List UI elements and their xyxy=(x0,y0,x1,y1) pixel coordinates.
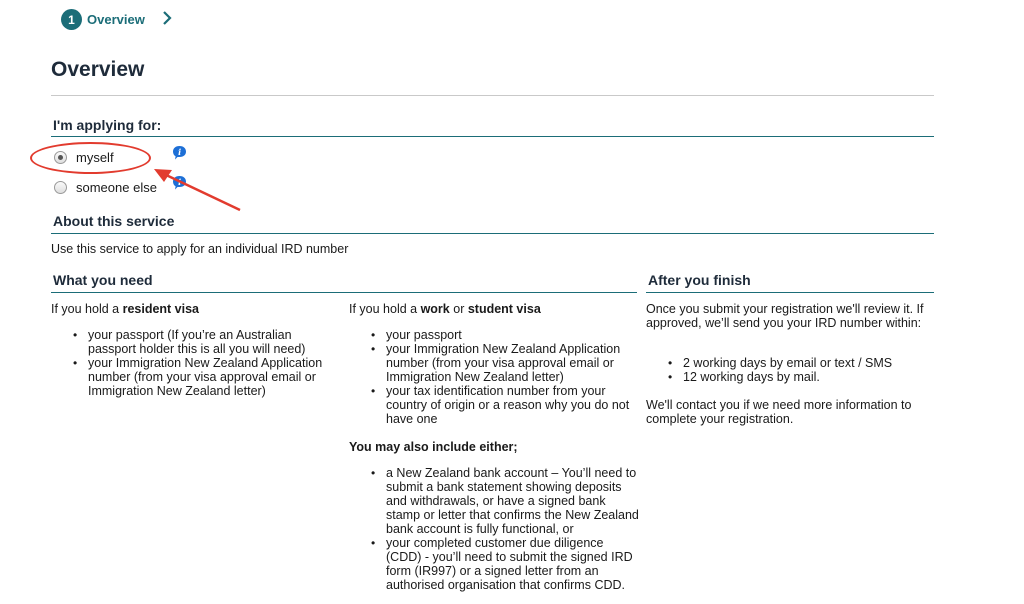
step-number-badge: 1 xyxy=(61,9,82,30)
annotation-arrow-icon xyxy=(150,166,245,216)
after-finish-divider xyxy=(646,292,934,293)
applying-divider xyxy=(51,136,934,137)
highlight-oval-annotation xyxy=(30,142,151,174)
about-heading: About this service xyxy=(53,213,175,229)
list-item: • your completed customer due diligence (CDD) - you’ll need to submit the signed IRD form (IR997) or a signed letter from an authorised organisation that confirms CDD. xyxy=(349,536,639,592)
list-item: • a New Zealand bank account – You’ll need to submit a bank statement showing deposits and withdrawals, or have a signed bank stamp or letter that confirms the New Zealand bank account is fully functional, or xyxy=(349,466,639,536)
breadcrumb-step-overview[interactable]: Overview xyxy=(87,12,145,27)
work-visa-label: work xyxy=(420,302,450,316)
radio-someone-else[interactable] xyxy=(54,181,67,194)
after-finish-intro: Once you submit your registration we'll review it. If approved, we’ll send you your IRD number within: xyxy=(646,302,924,330)
radio-label-someone-else[interactable]: someone else xyxy=(76,180,157,195)
list-item: • your Immigration New Zealand Application number (from your visa approval email or Immigration New Zealand letter) xyxy=(349,342,639,384)
work-intro-mid: or xyxy=(449,302,468,316)
svg-text:i: i xyxy=(178,147,182,157)
title-divider xyxy=(51,95,934,96)
resident-visa-intro xyxy=(51,302,341,316)
what-you-need-divider xyxy=(51,292,637,293)
about-divider xyxy=(51,233,934,234)
list-item: • 12 working days by mail. xyxy=(646,370,931,384)
work-visa-intro xyxy=(349,302,639,316)
radio-label-myself[interactable]: myself xyxy=(76,150,114,165)
resident-requirements-list xyxy=(51,328,341,398)
also-include-heading: You may also include either; xyxy=(349,440,518,454)
resident-visa-label: resident visa xyxy=(122,302,200,316)
work-intro-prefix: If you hold a xyxy=(349,302,421,316)
about-text: Use this service to apply for an individual IRD number xyxy=(51,242,349,256)
student-visa-label: student visa xyxy=(467,302,541,316)
list-item: • your passport xyxy=(349,328,639,342)
resident-intro-prefix: If you hold a xyxy=(51,302,123,316)
turnaround-list xyxy=(646,356,931,384)
chevron-right-icon[interactable] xyxy=(160,10,174,26)
list-item: • 2 working days by email or text / SMS xyxy=(646,356,931,370)
list-item: • your tax identification number from your country of origin or a reason why you do not have one xyxy=(349,384,639,426)
also-include-list xyxy=(349,466,639,592)
after-finish-heading: After you finish xyxy=(648,272,751,288)
list-item: • your Immigration New Zealand Application number (from your visa approval email or Immigration New Zealand letter) xyxy=(51,356,341,398)
applying-heading: I'm applying for: xyxy=(53,117,162,133)
work-requirements-list xyxy=(349,328,639,426)
list-item: • your passport (If you’re an Australian passport holder this is all you will need) xyxy=(51,328,341,356)
page-title: Overview xyxy=(51,58,145,81)
what-you-need-heading: What you need xyxy=(53,272,153,288)
info-icon[interactable] xyxy=(172,145,187,160)
after-finish-outro: We'll contact you if we need more information to complete your registration. xyxy=(646,398,912,426)
